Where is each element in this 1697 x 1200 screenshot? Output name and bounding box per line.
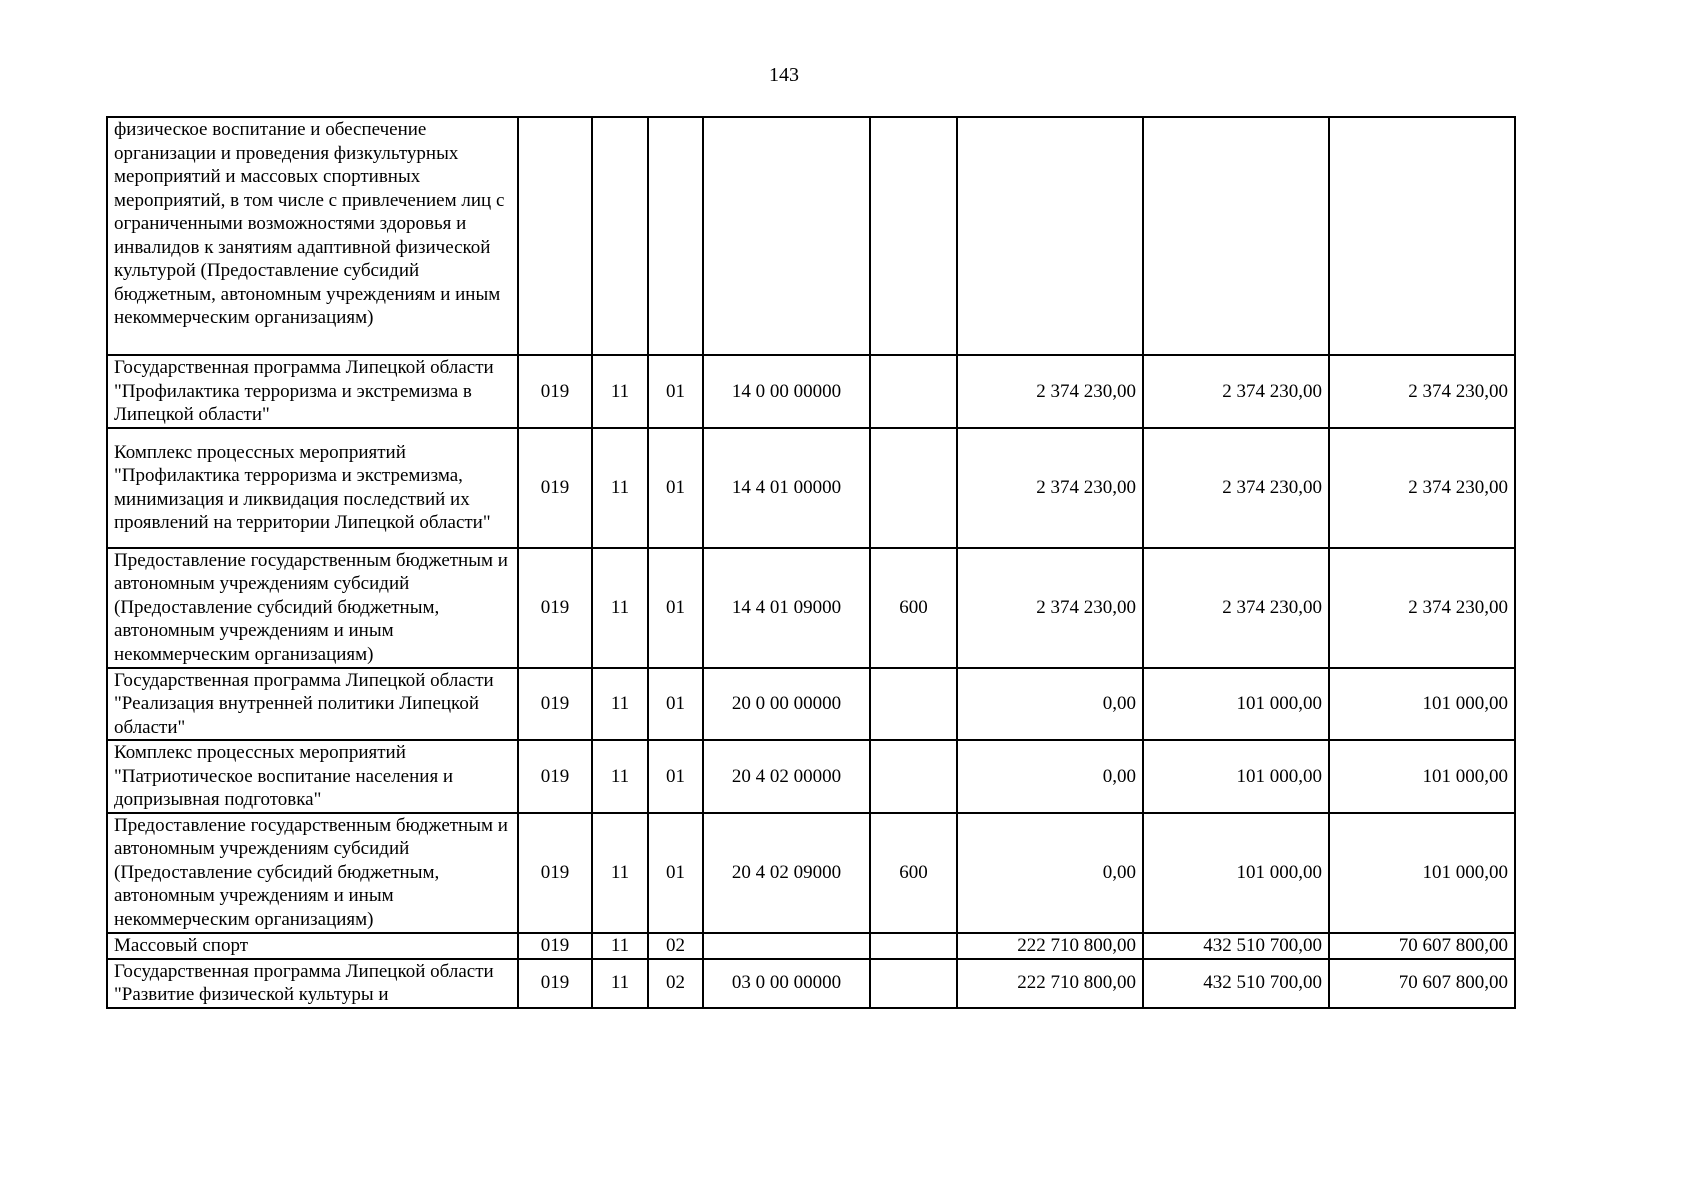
cell-csr: 14 0 00 00000 xyxy=(703,355,870,428)
cell-amount-1: 0,00 xyxy=(957,813,1143,933)
cell-amount-3: 2 374 230,00 xyxy=(1329,548,1515,668)
cell-pr: 01 xyxy=(648,813,703,933)
cell-amount-1 xyxy=(957,117,1143,355)
cell-gr: 019 xyxy=(518,933,592,959)
cell-csr: 20 4 02 09000 xyxy=(703,813,870,933)
cell-pr: 02 xyxy=(648,933,703,959)
row-name: Массовый спорт xyxy=(107,933,518,959)
cell-vr xyxy=(870,428,957,548)
cell-csr: 14 4 01 09000 xyxy=(703,548,870,668)
cell-amount-3: 101 000,00 xyxy=(1329,668,1515,741)
cell-gr xyxy=(518,117,592,355)
cell-amount-2: 2 374 230,00 xyxy=(1143,355,1329,428)
cell-amount-2: 432 510 700,00 xyxy=(1143,933,1329,959)
cell-rz: 11 xyxy=(592,813,648,933)
cell-rz: 11 xyxy=(592,428,648,548)
cell-pr xyxy=(648,117,703,355)
cell-vr xyxy=(870,117,957,355)
table-row xyxy=(107,740,1515,813)
cell-vr: 600 xyxy=(870,548,957,668)
cell-amount-2: 2 374 230,00 xyxy=(1143,428,1329,548)
cell-amount-1: 0,00 xyxy=(957,668,1143,741)
cell-rz xyxy=(592,117,648,355)
cell-rz: 11 xyxy=(592,933,648,959)
table-row xyxy=(107,428,1515,548)
cell-amount-3: 2 374 230,00 xyxy=(1329,428,1515,548)
row-name: Государственная программа Липецкой области "Профилактика терроризма и экстремизма в Липецкой области" xyxy=(107,355,518,428)
cell-gr: 019 xyxy=(518,548,592,668)
row-name: Государственная программа Липецкой области "Реализация внутренней политики Липецкой области" xyxy=(107,668,518,741)
cell-amount-1: 2 374 230,00 xyxy=(957,428,1143,548)
cell-csr xyxy=(703,933,870,959)
cell-vr xyxy=(870,933,957,959)
cell-pr: 02 xyxy=(648,959,703,1008)
table-row xyxy=(107,548,1515,668)
cell-amount-3: 70 607 800,00 xyxy=(1329,959,1515,1008)
cell-gr: 019 xyxy=(518,740,592,813)
cell-csr: 20 4 02 00000 xyxy=(703,740,870,813)
cell-gr: 019 xyxy=(518,813,592,933)
cell-rz: 11 xyxy=(592,740,648,813)
cell-vr xyxy=(870,959,957,1008)
cell-amount-2 xyxy=(1143,117,1329,355)
budget-table xyxy=(106,116,1516,1009)
table-row xyxy=(107,355,1515,428)
cell-gr: 019 xyxy=(518,959,592,1008)
cell-amount-1: 2 374 230,00 xyxy=(957,355,1143,428)
cell-rz: 11 xyxy=(592,668,648,741)
cell-vr xyxy=(870,740,957,813)
cell-gr: 019 xyxy=(518,668,592,741)
cell-csr: 14 4 01 00000 xyxy=(703,428,870,548)
table-row xyxy=(107,668,1515,741)
row-name: физическое воспитание и обеспечение организации и проведения физкультурных мероприятий и массовых спортивных мероприятий, в том числе с привлечением лиц с ограниченными возможностями здоровья и инвалидов к занятиям адаптивной физической культурой (Предоставление субсидий бюджетным, автономным учреждениям и иным некоммерческим организациям) xyxy=(107,117,518,355)
cell-amount-3 xyxy=(1329,117,1515,355)
cell-rz: 11 xyxy=(592,355,648,428)
row-name: Предоставление государственным бюджетным и автономным учреждениям субсидий (Предоставление субсидий бюджетным, автономным учреждениям и иным некоммерческим организациям) xyxy=(107,548,518,668)
cell-amount-1: 2 374 230,00 xyxy=(957,548,1143,668)
cell-amount-3: 70 607 800,00 xyxy=(1329,933,1515,959)
cell-vr xyxy=(870,668,957,741)
cell-pr: 01 xyxy=(648,355,703,428)
cell-gr: 019 xyxy=(518,428,592,548)
cell-amount-1: 222 710 800,00 xyxy=(957,933,1143,959)
table-row xyxy=(107,959,1515,1008)
row-name: Государственная программа Липецкой области "Развитие физической культуры и xyxy=(107,959,518,1008)
cell-csr xyxy=(703,117,870,355)
cell-amount-2: 101 000,00 xyxy=(1143,668,1329,741)
cell-amount-3: 101 000,00 xyxy=(1329,740,1515,813)
page-number: 143 xyxy=(769,64,799,86)
cell-csr: 03 0 00 00000 xyxy=(703,959,870,1008)
cell-csr: 20 0 00 00000 xyxy=(703,668,870,741)
row-name: Комплекс процессных мероприятий "Профилактика терроризма и экстремизма, минимизация и ликвидация последствий их проявлений на территории Липецкой области" xyxy=(107,428,518,548)
cell-rz: 11 xyxy=(592,548,648,668)
table-row xyxy=(107,117,1515,355)
cell-gr: 019 xyxy=(518,355,592,428)
table-row xyxy=(107,813,1515,933)
row-name: Предоставление государственным бюджетным и автономным учреждениям субсидий (Предоставление субсидий бюджетным, автономным учреждениям и иным некоммерческим организациям) xyxy=(107,813,518,933)
cell-vr xyxy=(870,355,957,428)
table-row xyxy=(107,933,1515,959)
cell-pr: 01 xyxy=(648,428,703,548)
cell-pr: 01 xyxy=(648,740,703,813)
cell-amount-1: 0,00 xyxy=(957,740,1143,813)
cell-amount-2: 101 000,00 xyxy=(1143,813,1329,933)
cell-vr: 600 xyxy=(870,813,957,933)
cell-rz: 11 xyxy=(592,959,648,1008)
row-name: Комплекс процессных мероприятий "Патриотическое воспитание населения и допризывная подготовка" xyxy=(107,740,518,813)
cell-amount-2: 432 510 700,00 xyxy=(1143,959,1329,1008)
cell-amount-3: 101 000,00 xyxy=(1329,813,1515,933)
cell-amount-2: 2 374 230,00 xyxy=(1143,548,1329,668)
cell-pr: 01 xyxy=(648,548,703,668)
cell-amount-3: 2 374 230,00 xyxy=(1329,355,1515,428)
cell-pr: 01 xyxy=(648,668,703,741)
cell-amount-2: 101 000,00 xyxy=(1143,740,1329,813)
cell-amount-1: 222 710 800,00 xyxy=(957,959,1143,1008)
